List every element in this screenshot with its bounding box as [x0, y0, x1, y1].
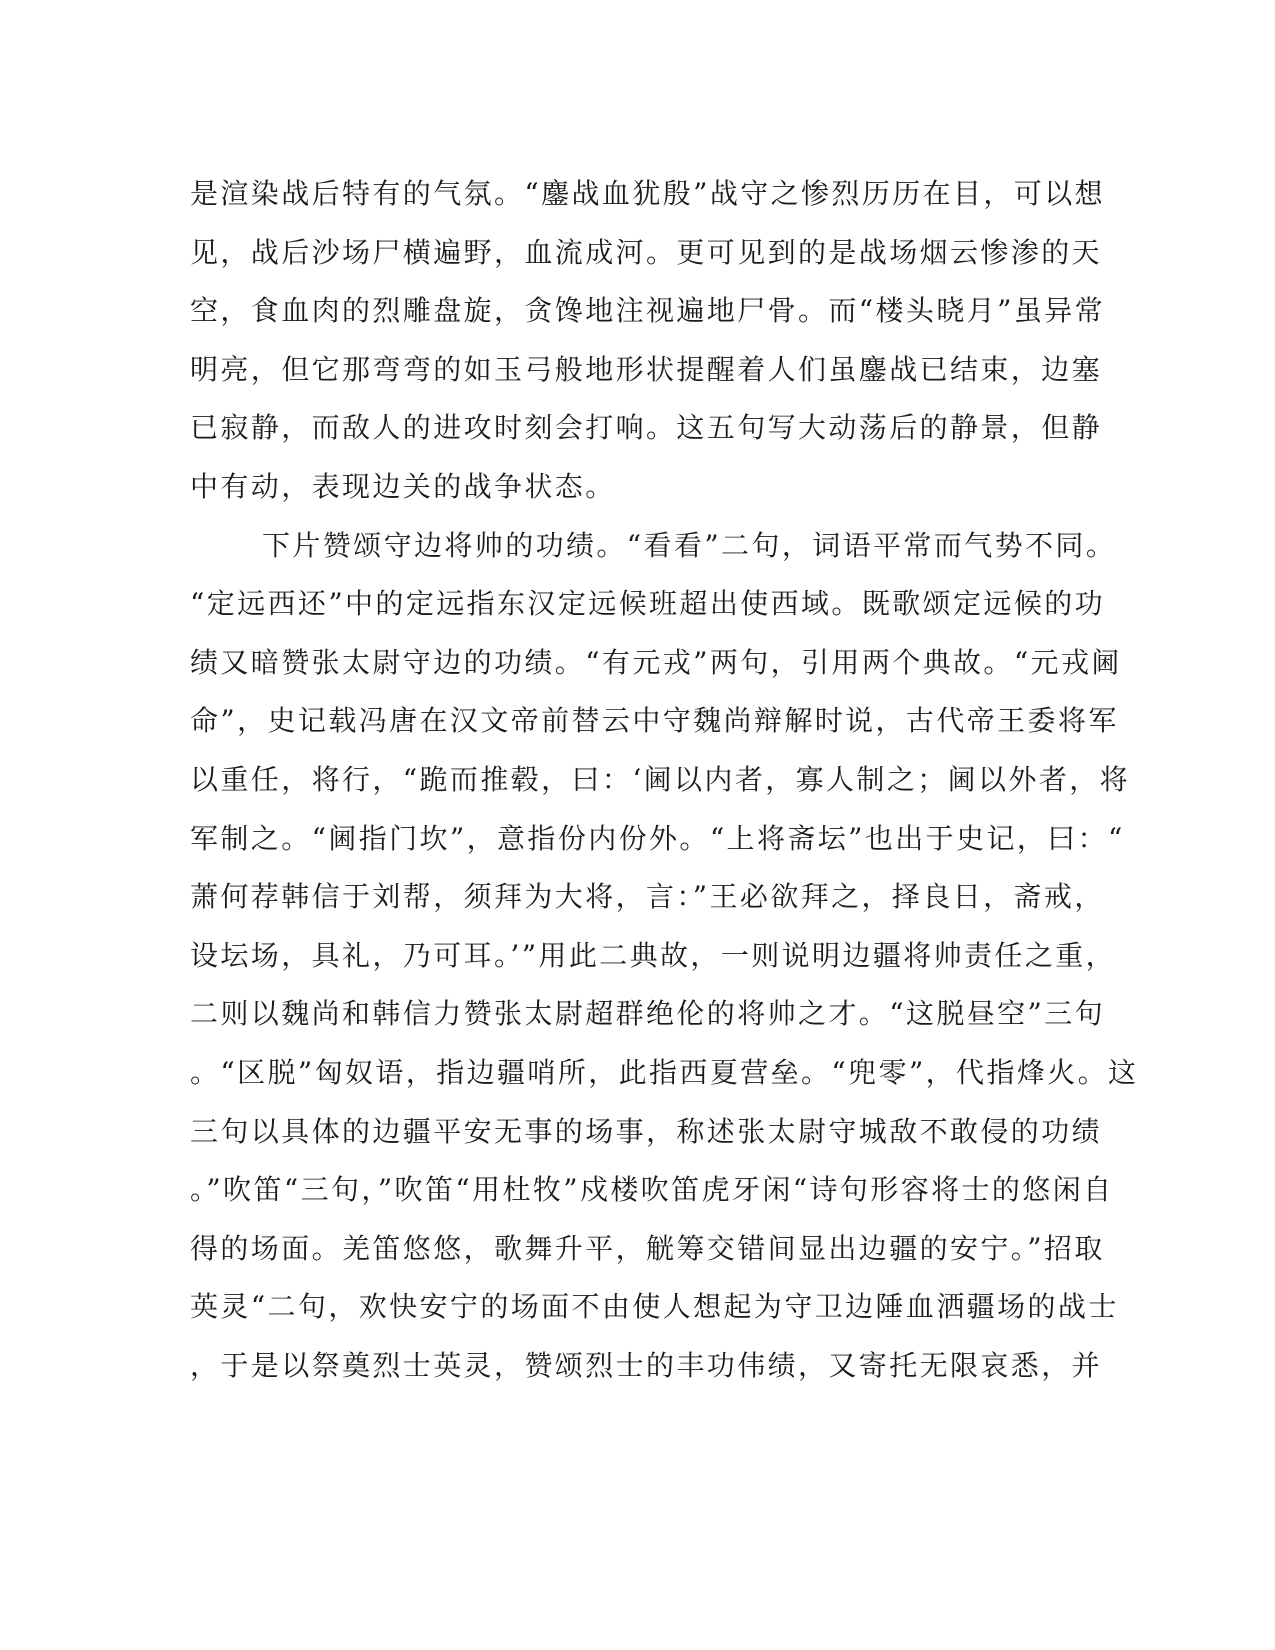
paragraph-first-line: 下片赞颂守边将帅的功绩。“看看”二句，词语平常而气势不同。 — [262, 528, 1117, 562]
text-line: 。”吹笛“三句，”吹笛“用杜牧”戍楼吹笛虎牙闲“诗句形容将士的悠闲自 — [190, 1173, 1114, 1207]
text-line: 空，食血肉的烈雕盘旋，贪馋地注视遍地尸骨。而“楼头晓月”虽异常 — [190, 294, 1106, 328]
text-line: 中有动，表现边关的战争状态。 — [190, 469, 616, 503]
text-line: 是渲染战后特有的气氛。“鏖战血犹殷”战守之惨烈历历在目，可以想 — [190, 177, 1106, 210]
text-line: 。“区脱”匈奴语，指边疆哨所，此指西夏营垒。“兜零”，代指烽火。这 — [190, 1055, 1139, 1089]
text-line: 得的场面。羌笛悠悠，歌舞升平，觥筹交错间显出边疆的安宁。”招取 — [190, 1231, 1105, 1265]
text-line: “定远西还”中的定远指东汉定远候班超出使西域。既歌颂定远候的功 — [190, 587, 1106, 621]
text-line: 萧何荐韩信于刘帮，须拜为大将，言：”王必欲拜之，择良日，斋戒， — [190, 880, 1105, 914]
text-line: 绩又暗赞张太尉守边的功绩。“有元戎”两句，引用两个典故。“元戎阃 — [190, 645, 1122, 679]
text-line: 设坛场，具礼，乃可耳。’”用此二典故，一则说明边疆将帅责任之重， — [190, 938, 1117, 972]
text-line: 三句以具体的边疆平安无事的场事，称述张太尉守城敌不敢侵的功绩 — [190, 1114, 1103, 1148]
text-line: 军制之。“阃指门坎”，意指份内份外。“上将斋坛”也出于史记，曰：“ — [190, 821, 1125, 855]
text-line: 英灵“二句，欢快安宁的场面不由使人想起为守卫边陲血洒疆场的战士 — [190, 1290, 1119, 1324]
text-line: 命”，史记载冯唐在汉文帝前替云中守魏尚辩解时说，古代帝王委将军 — [190, 704, 1119, 738]
body-text — [190, 165, 1139, 1395]
text-line: 以重任，将行，“跪而推毂，曰：‘阃以内者，寡人制之；阃以外者，将 — [190, 762, 1131, 796]
text-line: 二则以魏尚和韩信力赞张太尉超群绝伦的将帅之才。“这脱昼空”三句 — [190, 997, 1106, 1031]
text-line: ，于是以祭奠烈士英灵，赞颂烈士的丰功伟绩，又寄托无限哀悉，并 — [190, 1348, 1103, 1382]
text-line: 明亮，但它那弯弯的如玉弓般地形状提醒着人们虽鏖战已结束，边塞 — [190, 352, 1103, 386]
text-line: 见，战后沙场尸横遍野，血流成河。更可见到的是战场烟云惨渗的天 — [190, 235, 1103, 269]
text-line: 已寂静，而敌人的进攻时刻会打响。这五句写大动荡后的静景，但静 — [190, 411, 1103, 445]
